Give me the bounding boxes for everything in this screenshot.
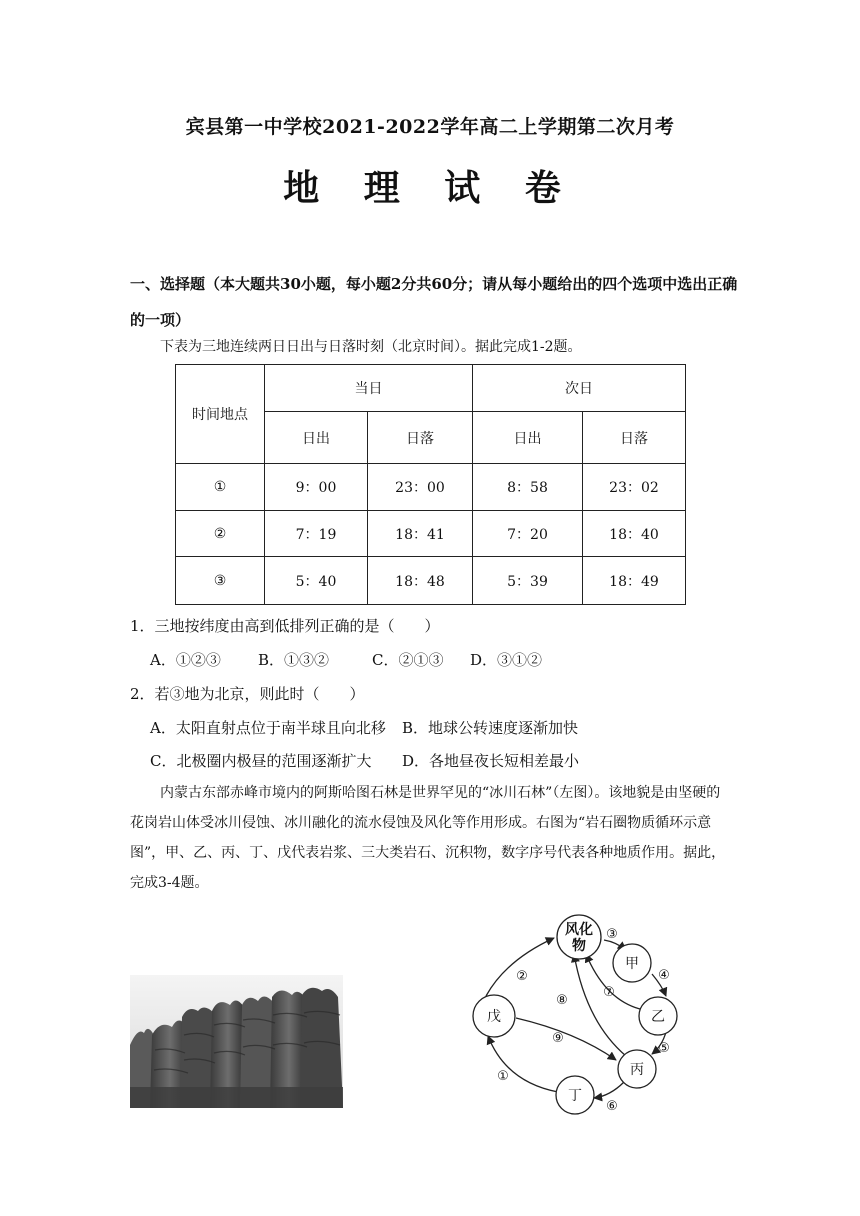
subheader-sunrise: 日出 xyxy=(265,412,368,464)
header-next-day: 次日 xyxy=(473,365,686,412)
time-cell: 5：40 xyxy=(265,557,368,605)
place-cell: ② xyxy=(176,511,265,557)
node-label: 戊 xyxy=(487,1009,501,1025)
process-label: ② xyxy=(516,969,528,984)
subheader-sunrise: 日出 xyxy=(473,412,583,464)
node-label: 丙 xyxy=(630,1062,644,1078)
time-cell: 7：20 xyxy=(473,511,583,557)
q2-option-c: C．北极圈内极昼的范围逐渐扩大 xyxy=(150,752,372,770)
header-today: 当日 xyxy=(265,365,473,412)
q1-option-a: A．①②③ xyxy=(150,651,221,669)
process-label: ① xyxy=(497,1069,509,1084)
time-cell: 18：49 xyxy=(583,557,686,605)
q2-option-b: B．地球公转速度逐渐加快 xyxy=(402,719,579,737)
table-corner-header: 时间地点 xyxy=(176,365,265,464)
place-cell: ③ xyxy=(176,557,265,605)
node-label: 乙 xyxy=(651,1009,665,1025)
exam-title: 宾县第一中学校2021-2022学年高二上学期第二次月考 xyxy=(185,116,675,138)
q1-option-b: B．①③② xyxy=(258,651,330,669)
subheader-sunset: 日落 xyxy=(368,412,473,464)
q2-option-a: A．太阳直射点位于南半球且向北移 xyxy=(150,719,386,737)
time-cell: 9：00 xyxy=(265,464,368,511)
subheader-sunset: 日落 xyxy=(583,412,686,464)
sunrise-sunset-table xyxy=(175,364,686,605)
time-cell: 18：48 xyxy=(368,557,473,605)
section-heading: 一、选择题（本大题共30小题，每小题2分共60分；请从每小题给出的四个选项中选出正确的一项） xyxy=(130,275,738,329)
time-cell: 8：58 xyxy=(473,464,583,511)
stone-forest-illustration xyxy=(130,975,343,1108)
arrow-6 xyxy=(594,1082,624,1098)
question-2-stem: 2．若③地为北京，则此时（ ） xyxy=(130,685,365,703)
node-label: 物 xyxy=(572,938,586,954)
question-1-stem: 1．三地按纬度由高到低排列正确的是（ ） xyxy=(130,617,440,635)
time-cell: 18：40 xyxy=(583,511,686,557)
q1-option-c: C．②①③ xyxy=(372,651,444,669)
arrow-9 xyxy=(516,1018,616,1060)
process-label: ⑧ xyxy=(556,993,568,1008)
node-label: 甲 xyxy=(625,956,639,972)
stone-forest-photo xyxy=(130,975,343,1108)
subject-title: 地 理 试 卷 xyxy=(283,167,577,209)
process-label: ⑤ xyxy=(658,1041,670,1056)
process-label: ⑨ xyxy=(552,1031,564,1046)
process-label: ⑦ xyxy=(603,985,615,1000)
process-label: ④ xyxy=(658,968,670,983)
place-cell: ① xyxy=(176,464,265,511)
table-row xyxy=(176,464,686,511)
q1-option-d: D．③①② xyxy=(470,651,543,669)
arrow-2 xyxy=(486,938,554,996)
time-cell: 5：39 xyxy=(473,557,583,605)
table-row xyxy=(176,511,686,557)
process-label: ③ xyxy=(606,927,618,942)
q2-option-d: D．各地昼夜长短相差最小 xyxy=(402,752,580,770)
time-cell: 7：19 xyxy=(265,511,368,557)
time-cell: 23：02 xyxy=(583,464,686,511)
node-label: 风化 xyxy=(565,922,593,938)
node-label: 丁 xyxy=(568,1088,582,1104)
time-cell: 18：41 xyxy=(368,511,473,557)
passage-paragraph: 内蒙古东部赤峰市境内的阿斯哈图石林是世界罕见的“冰川石林”（左图）。该地貌是由坚硬的花岗岩山体受冰川侵蚀、冰川融化的流水侵蚀及风化等作用形成。右图为“岩石圈物质循环示意图”，甲、乙、丙、丁、戊代表岩浆、三大类岩石、沉积物，数字序号代表各种地质作用。据此，完成3-4题。 xyxy=(130,785,726,891)
table-row xyxy=(176,557,686,605)
process-label: ⑥ xyxy=(606,1099,618,1114)
table-intro: 下表为三地连续两日日出与日落时刻（北京时间）。据此完成1-2题。 xyxy=(160,339,582,355)
rock-cycle-diagram xyxy=(466,912,686,1117)
time-cell: 23：00 xyxy=(368,464,473,511)
